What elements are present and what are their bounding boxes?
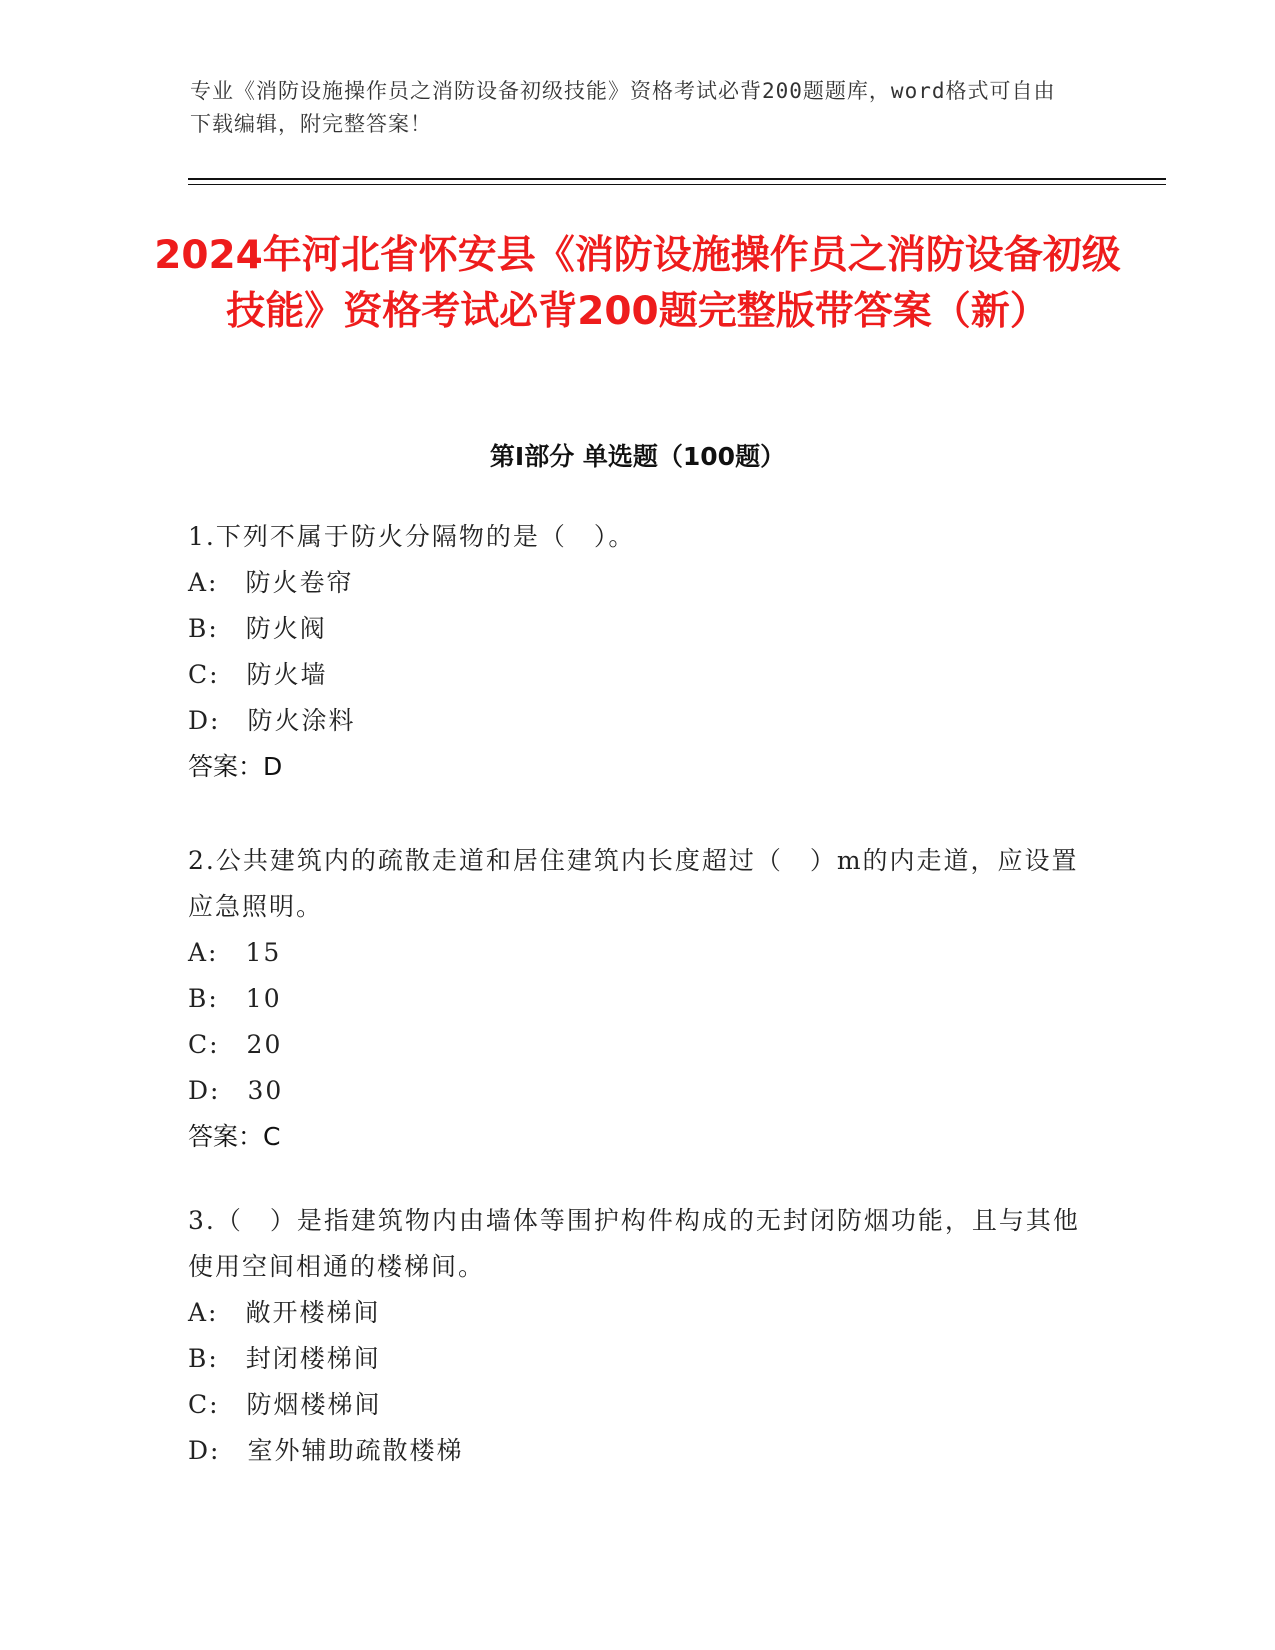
question-stem: 1.下列不属于防火分隔物的是（ ）。 [188, 522, 636, 551]
header-divider-thin [188, 184, 1166, 185]
option-d: D: 室外辅助疏散楼梯 [188, 1436, 464, 1465]
option-c: C: 防烟楼梯间 [188, 1390, 382, 1419]
option-d: D: 防火涂料 [188, 706, 356, 735]
header-divider-thick [188, 178, 1166, 180]
option-c: C: 防火墙 [188, 660, 328, 689]
option-b: B: 封闭楼梯间 [188, 1344, 381, 1373]
question-2 [188, 838, 1088, 1160]
question-3 [188, 1198, 1088, 1474]
header-note: 专业《消防设施操作员之消防设备初级技能》资格考试必背200题题库，word格式可自由下载编辑，附完整答案！ [190, 79, 1056, 136]
option-a: A: 敞开楼梯间 [188, 1298, 381, 1327]
answer: 答案：C [188, 1122, 281, 1151]
question-1 [188, 514, 1088, 790]
question-stem: 3.（ ）是指建筑物内由墙体等围护构件构成的无封闭防烟功能，且与其他使用空间相通的楼梯间。 [188, 1206, 1080, 1281]
answer: 答案：D [188, 752, 283, 781]
question-stem: 2.公共建筑内的疏散走道和居住建筑内长度超过（ ）m的内走道，应设置应急照明。 [188, 846, 1079, 921]
section-title: 第Ⅰ部分 单选题（100题） [489, 442, 786, 471]
option-c: C: 20 [188, 1030, 283, 1059]
option-a: A: 防火卷帘 [188, 568, 354, 597]
option-b: B: 10 [188, 984, 282, 1013]
option-b: B: 防火阀 [188, 614, 327, 643]
option-d: D: 30 [188, 1076, 284, 1105]
document-title: 2024年河北省怀安县《消防设施操作员之消防设备初级技能》资格考试必背200题完整版带答案（新） [154, 233, 1121, 334]
option-a: A: 15 [188, 938, 282, 967]
